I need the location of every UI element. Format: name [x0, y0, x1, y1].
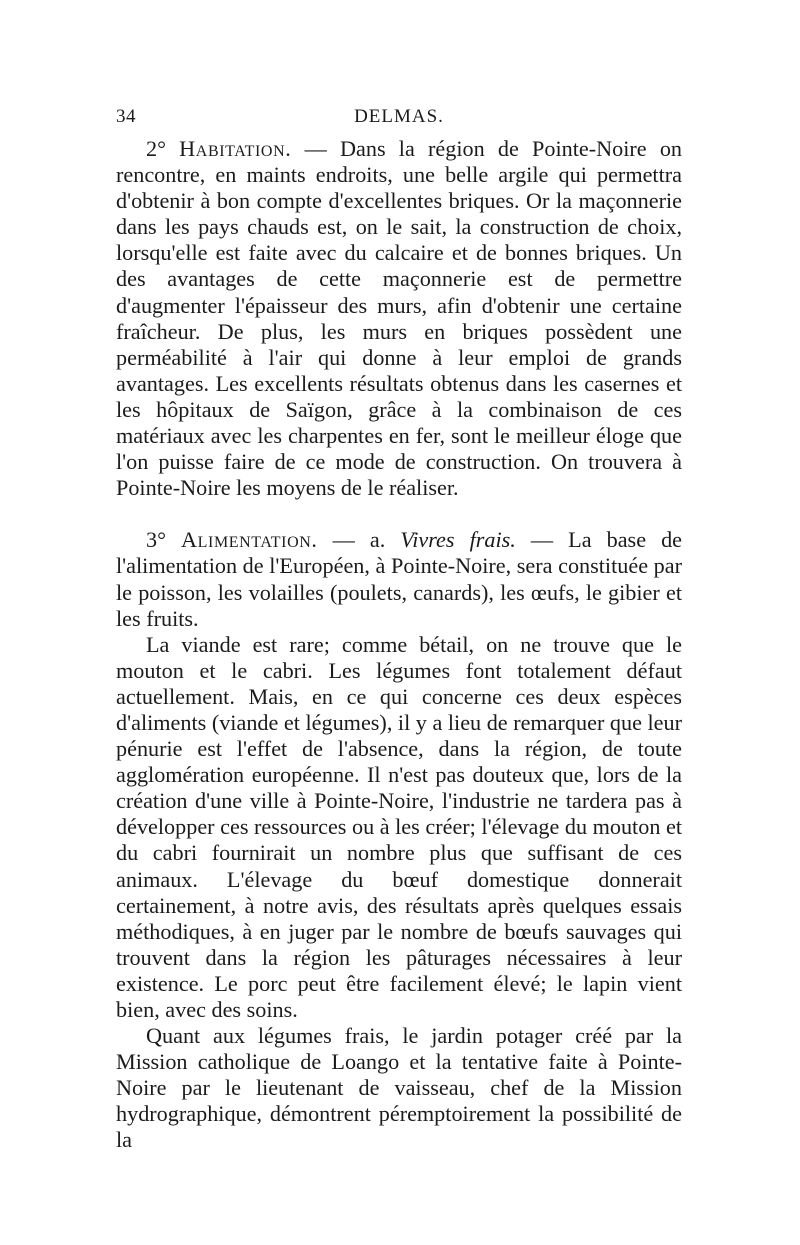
- alimentation-number: 3°: [146, 527, 166, 553]
- alimentation-dash-2: —: [515, 527, 569, 553]
- vegetables-paragraph: Quant aux légumes frais, le jardin potager créé par la Mission catholique de Loango et la tentative faite à Pointe-Noire par le lieutenant de vaisseau, chef de la Mission hydrographique, démontrent péremptoirement la possibilité de la: [116, 1023, 682, 1153]
- habitation-heading: Habitation.: [179, 136, 292, 161]
- page-header: [116, 106, 682, 136]
- page-number: 34: [116, 106, 136, 127]
- habitation-paragraph: [116, 136, 682, 501]
- alimentation-dash-1: —: [317, 527, 370, 553]
- subsection-letter: a.: [369, 527, 386, 553]
- alimentation-paragraph: [116, 527, 682, 631]
- habitation-dash: —: [291, 136, 340, 161]
- running-title: DELMAS.: [354, 106, 444, 127]
- meat-paragraph: La viande est rare; comme bétail, on ne trouve que le mouton et le cabri. Les légumes font totalement défaut actuellement. Mais, en ce qui concerne ces deux espèces d'aliments (viande et légumes), il y a lieu de remarquer que leur pénurie est l'effet de l'absence, dans la région, de toute agglomération européenne. Il n'est pas douteux que, lors de la création d'une ville à Pointe-Noire, l'industrie ne tardera pas à développer ces ressources ou à les créer; l'élevage du mouton et du cabri fournirait un nombre plus que suffisant de ces animaux. L'élevage du bœuf domestique donnerait certainement, à notre avis, des résultats après quelques essais méthodiques, à en juger par le nombre de bœufs sauvages qui trouvent dans la région les pâturages nécessaires à leur existence. Le porc peut être facilement élevé; le lapin vient bien, avec des soins.: [116, 631, 682, 1022]
- alimentation-heading: Alimentation.: [181, 527, 318, 553]
- section-spacer: [116, 501, 682, 527]
- habitation-text: Dans la région de Pointe-Noire on rencontre, en maints endroits, une belle argile qui permettra d'obtenir à bon compte d'excellentes briques. Or la maçonnerie dans les pays chauds est, on le sait, la construction de choix, lorsqu'elle est faite avec du calcaire et de bonnes briques. Un des avantages de cette maçonnerie est de permettre d'augmenter l'épaisseur des murs, afin d'obtenir une certaine fraîcheur. De plus, les murs en briques possèdent une perméabilité à l'air qui donne à leur emploi de grands avantages. Les excellents résultats obtenus dans les casernes et les hôpitaux de Saïgon, grâce à la combinaison de ces matériaux avec les charpentes en fer, sont le meilleur éloge que l'on puisse faire de ce mode de construction. On trouvera à Pointe-Noire les moyens de le réaliser.: [116, 136, 683, 501]
- alimentation-text: La base de l'alimentation de l'Européen, à Pointe-Noire, sera constituée par le poisson, les volailles (poulets, canards), les œufs, le gibier et les fruits.: [116, 527, 683, 631]
- subsection-title: Vivres frais.: [400, 527, 516, 553]
- habitation-number: 2°: [146, 136, 166, 161]
- book-page: [116, 106, 682, 1154]
